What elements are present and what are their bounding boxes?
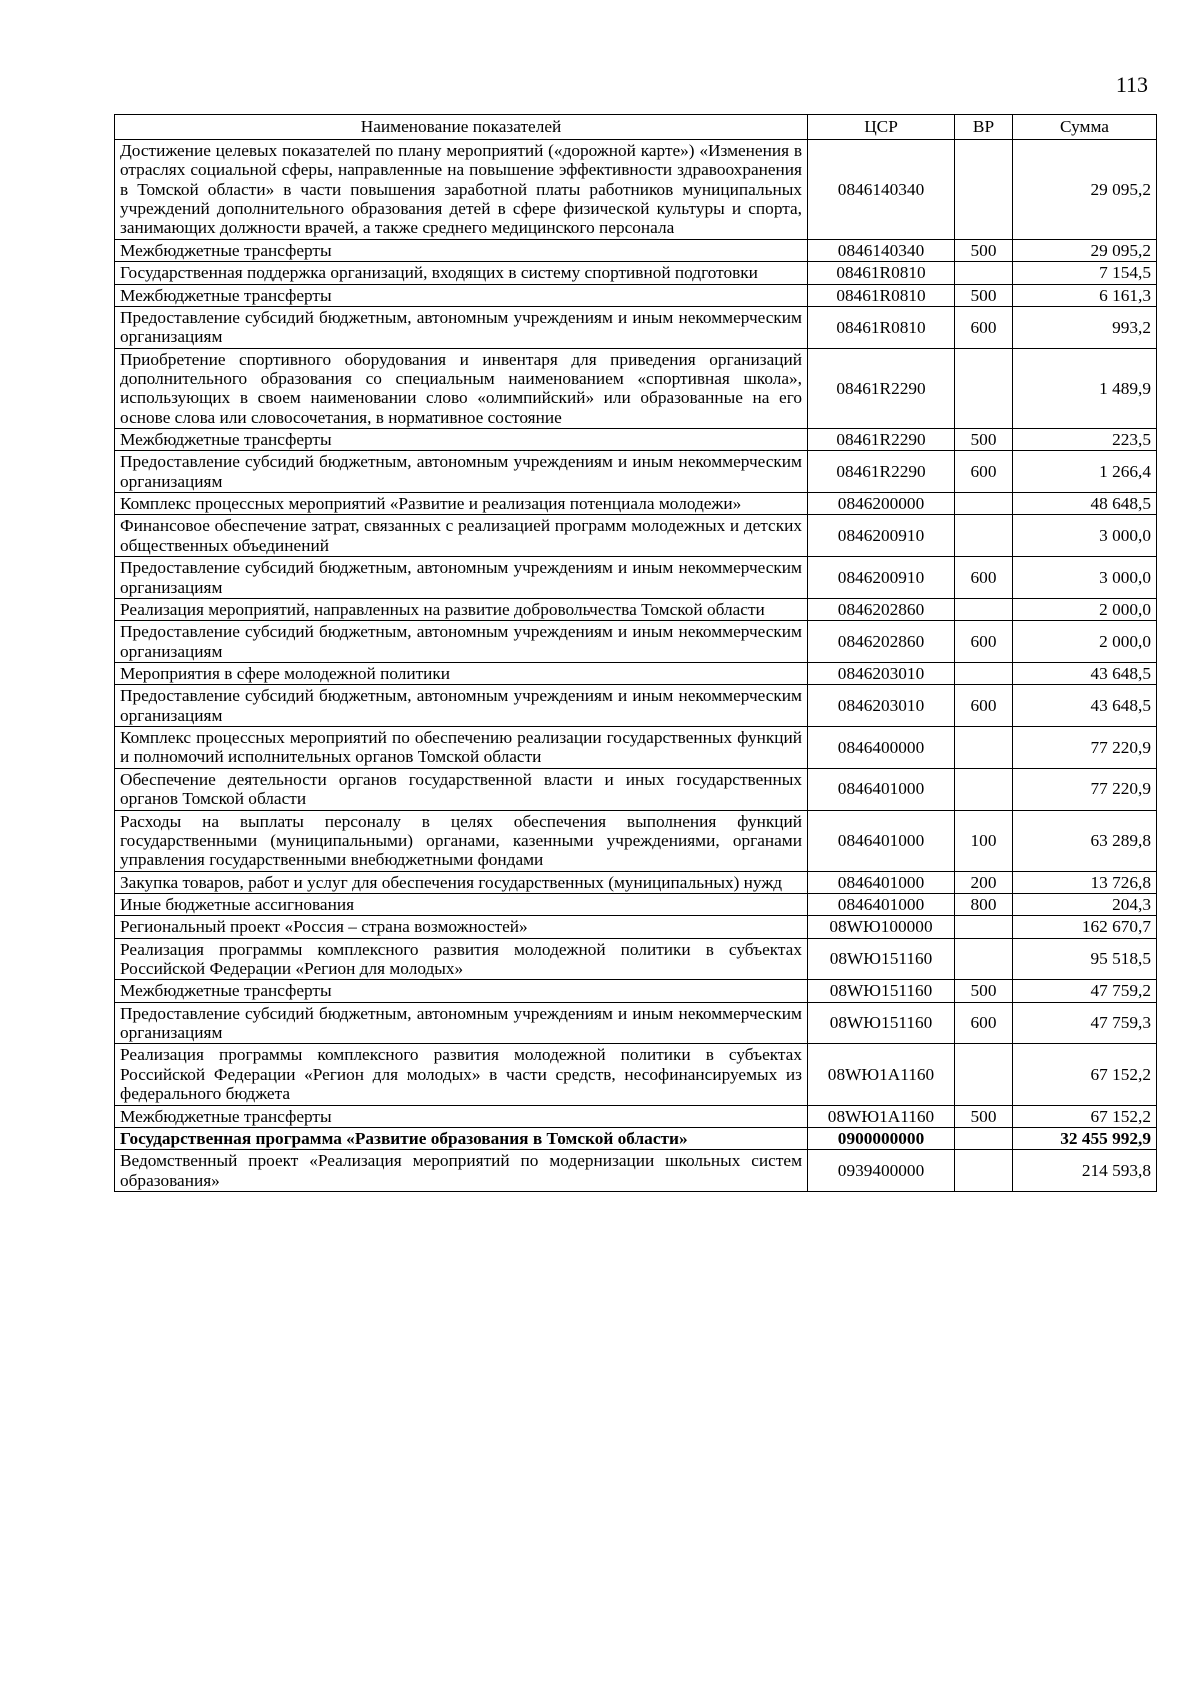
cell-name: Ведомственный проект «Реализация мероприятий по модернизации школьных систем образования»: [115, 1150, 808, 1192]
cell-csr: 0846401000: [808, 871, 955, 893]
cell-csr: 0846400000: [808, 727, 955, 769]
table-row: [115, 451, 1157, 493]
cell-vr: [955, 1044, 1013, 1105]
cell-name: Мероприятия в сфере молодежной политики: [115, 662, 808, 684]
budget-table: [114, 114, 1157, 1192]
cell-sum: 63 289,8: [1013, 810, 1157, 871]
cell-vr: 500: [955, 284, 1013, 306]
cell-name: Реализация мероприятий, направленных на развитие добровольчества Томской области: [115, 598, 808, 620]
cell-csr: 08WЮ151160: [808, 980, 955, 1002]
cell-name: Предоставление субсидий бюджетным, автономным учреждениям и иным некоммерческим организациям: [115, 306, 808, 348]
cell-sum: 67 152,2: [1013, 1044, 1157, 1105]
table-row: [115, 306, 1157, 348]
cell-csr: 0846401000: [808, 810, 955, 871]
cell-csr: 08461R2290: [808, 348, 955, 428]
cell-name: Государственная программа «Развитие образования в Томской области»: [115, 1127, 808, 1149]
cell-vr: 500: [955, 1105, 1013, 1127]
cell-name: Предоставление субсидий бюджетным, автономным учреждениям и иным некоммерческим организациям: [115, 557, 808, 599]
table-row: [115, 621, 1157, 663]
table-row: [115, 980, 1157, 1002]
table-row: [115, 1105, 1157, 1127]
cell-name: Межбюджетные трансферты: [115, 980, 808, 1002]
cell-csr: 0900000000: [808, 1127, 955, 1149]
cell-csr: 08461R0810: [808, 306, 955, 348]
cell-vr: 500: [955, 429, 1013, 451]
cell-csr: 0846200910: [808, 515, 955, 557]
table-row: [115, 1044, 1157, 1105]
cell-vr: [955, 140, 1013, 240]
table-row: [115, 429, 1157, 451]
table-row: [115, 1002, 1157, 1044]
table-row: [115, 598, 1157, 620]
cell-sum: 3 000,0: [1013, 557, 1157, 599]
cell-sum: 7 154,5: [1013, 262, 1157, 284]
cell-vr: [955, 262, 1013, 284]
table-row: [115, 557, 1157, 599]
cell-sum: 204,3: [1013, 893, 1157, 915]
cell-name: Предоставление субсидий бюджетным, автономным учреждениям и иным некоммерческим организациям: [115, 451, 808, 493]
table-row: [115, 916, 1157, 938]
cell-name: Иные бюджетные ассигнования: [115, 893, 808, 915]
cell-sum: 43 648,5: [1013, 685, 1157, 727]
cell-name: Закупка товаров, работ и услуг для обеспечения государственных (муниципальных) нужд: [115, 871, 808, 893]
cell-vr: 600: [955, 557, 1013, 599]
cell-sum: 13 726,8: [1013, 871, 1157, 893]
cell-sum: 43 648,5: [1013, 662, 1157, 684]
cell-sum: 993,2: [1013, 306, 1157, 348]
cell-csr: 08461R2290: [808, 451, 955, 493]
cell-csr: 08WЮ1А1160: [808, 1044, 955, 1105]
cell-csr: 0846200000: [808, 493, 955, 515]
cell-sum: 1 489,9: [1013, 348, 1157, 428]
cell-sum: 223,5: [1013, 429, 1157, 451]
cell-name: Межбюджетные трансферты: [115, 429, 808, 451]
cell-vr: 600: [955, 306, 1013, 348]
cell-sum: 32 455 992,9: [1013, 1127, 1157, 1149]
cell-vr: 600: [955, 451, 1013, 493]
cell-vr: [955, 916, 1013, 938]
cell-name: Финансовое обеспечение затрат, связанных с реализацией программ молодежных и детских общественных объединений: [115, 515, 808, 557]
cell-name: Реализация программы комплексного развития молодежной политики в субъектах Российской Федерации «Регион для молодых» в части средств, несофинансируемых из федерального бюджета: [115, 1044, 808, 1105]
cell-sum: 2 000,0: [1013, 598, 1157, 620]
cell-vr: [955, 598, 1013, 620]
cell-vr: 600: [955, 621, 1013, 663]
cell-vr: 600: [955, 685, 1013, 727]
table-row: [115, 1150, 1157, 1192]
cell-name: Комплекс процессных мероприятий «Развитие и реализация потенциала молодежи»: [115, 493, 808, 515]
table-row: [115, 938, 1157, 980]
cell-vr: 500: [955, 980, 1013, 1002]
cell-name: Межбюджетные трансферты: [115, 1105, 808, 1127]
cell-name: Предоставление субсидий бюджетным, автономным учреждениям и иным некоммерческим организациям: [115, 621, 808, 663]
cell-sum: 67 152,2: [1013, 1105, 1157, 1127]
cell-sum: 47 759,3: [1013, 1002, 1157, 1044]
cell-vr: [955, 938, 1013, 980]
cell-name: Реализация программы комплексного развития молодежной политики в субъектах Российской Федерации «Регион для молодых»: [115, 938, 808, 980]
cell-vr: [955, 662, 1013, 684]
cell-csr: 0846202860: [808, 598, 955, 620]
cell-vr: [955, 1127, 1013, 1149]
table-row: [115, 140, 1157, 240]
cell-name: Межбюджетные трансферты: [115, 284, 808, 306]
cell-csr: 0846202860: [808, 621, 955, 663]
table-header: [115, 115, 1157, 140]
table-row: [115, 493, 1157, 515]
table-row: [115, 662, 1157, 684]
cell-sum: 162 670,7: [1013, 916, 1157, 938]
cell-csr: 08WЮ1А1160: [808, 1105, 955, 1127]
cell-name: Предоставление субсидий бюджетным, автономным учреждениям и иным некоммерческим организациям: [115, 1002, 808, 1044]
cell-vr: 800: [955, 893, 1013, 915]
cell-vr: 200: [955, 871, 1013, 893]
cell-name: Приобретение спортивного оборудования и инвентаря для приведения организаций дополнительного образования со специальным наименованием «спортивная школа», использующих в своем наименовании слово «олимпийский» или образованные на его основе слова или словосочетания, в нормативное состояние: [115, 348, 808, 428]
header-sum: Сумма: [1013, 115, 1157, 140]
cell-name: Государственная поддержка организаций, входящих в систему спортивной подготовки: [115, 262, 808, 284]
cell-csr: 08461R0810: [808, 284, 955, 306]
cell-csr: 0846200910: [808, 557, 955, 599]
cell-vr: 600: [955, 1002, 1013, 1044]
cell-sum: 29 095,2: [1013, 140, 1157, 240]
table-row: [115, 685, 1157, 727]
cell-name: Региональный проект «Россия – страна возможностей»: [115, 916, 808, 938]
table-row: [115, 893, 1157, 915]
cell-sum: 47 759,2: [1013, 980, 1157, 1002]
cell-csr: 0939400000: [808, 1150, 955, 1192]
cell-csr: 08461R0810: [808, 262, 955, 284]
cell-sum: 214 593,8: [1013, 1150, 1157, 1192]
cell-name: Межбюджетные трансферты: [115, 239, 808, 261]
table-body: [115, 140, 1157, 1192]
page-number: 113: [1115, 72, 1148, 97]
cell-vr: [955, 727, 1013, 769]
table-row: [115, 262, 1157, 284]
cell-sum: 1 266,4: [1013, 451, 1157, 493]
cell-sum: 48 648,5: [1013, 493, 1157, 515]
cell-csr: 0846203010: [808, 685, 955, 727]
table-row: [115, 871, 1157, 893]
cell-name: Достижение целевых показателей по плану мероприятий («дорожной карте») «Изменения в отраслях социальной сферы, направленные на повышение эффективности здравоохранения в Томской области» в части повышения заработной платы работников муниципальных учреждений дополнительного образования детей в сфере физической культуры и спорта, занимающих должности врачей, а также среднего медицинского персонала: [115, 140, 808, 240]
cell-csr: 08WЮ151160: [808, 938, 955, 980]
table-row: [115, 1127, 1157, 1149]
cell-name: Предоставление субсидий бюджетным, автономным учреждениям и иным некоммерческим организациям: [115, 685, 808, 727]
cell-sum: 95 518,5: [1013, 938, 1157, 980]
cell-sum: 2 000,0: [1013, 621, 1157, 663]
header-csr: ЦСР: [808, 115, 955, 140]
cell-csr: 0846401000: [808, 768, 955, 810]
cell-vr: 100: [955, 810, 1013, 871]
cell-vr: [955, 493, 1013, 515]
table-row: [115, 348, 1157, 428]
cell-vr: [955, 348, 1013, 428]
cell-vr: [955, 515, 1013, 557]
cell-csr: 0846203010: [808, 662, 955, 684]
cell-csr: 0846140340: [808, 140, 955, 240]
cell-sum: 77 220,9: [1013, 768, 1157, 810]
table-row: [115, 768, 1157, 810]
cell-sum: 3 000,0: [1013, 515, 1157, 557]
cell-sum: 77 220,9: [1013, 727, 1157, 769]
cell-name: Расходы на выплаты персоналу в целях обеспечения выполнения функций государственными (муниципальными) органами, казенными учреждениями, органами управления государственными внебюджетными фондами: [115, 810, 808, 871]
table-row: [115, 727, 1157, 769]
table-row: [115, 284, 1157, 306]
cell-csr: 0846140340: [808, 239, 955, 261]
cell-name: Комплекс процессных мероприятий по обеспечению реализации государственных функций и полномочий исполнительных органов Томской области: [115, 727, 808, 769]
cell-csr: 08WЮ100000: [808, 916, 955, 938]
table-row: [115, 239, 1157, 261]
cell-csr: 08461R2290: [808, 429, 955, 451]
cell-vr: [955, 1150, 1013, 1192]
table-row: [115, 810, 1157, 871]
cell-csr: 08WЮ151160: [808, 1002, 955, 1044]
header-name: Наименование показателей: [115, 115, 808, 140]
cell-vr: 500: [955, 239, 1013, 261]
cell-csr: 0846401000: [808, 893, 955, 915]
cell-sum: 6 161,3: [1013, 284, 1157, 306]
header-row: [115, 115, 1157, 140]
cell-vr: [955, 768, 1013, 810]
table-row: [115, 515, 1157, 557]
header-vr: ВР: [955, 115, 1013, 140]
cell-sum: 29 095,2: [1013, 239, 1157, 261]
cell-name: Обеспечение деятельности органов государственной власти и иных государственных органов Томской области: [115, 768, 808, 810]
